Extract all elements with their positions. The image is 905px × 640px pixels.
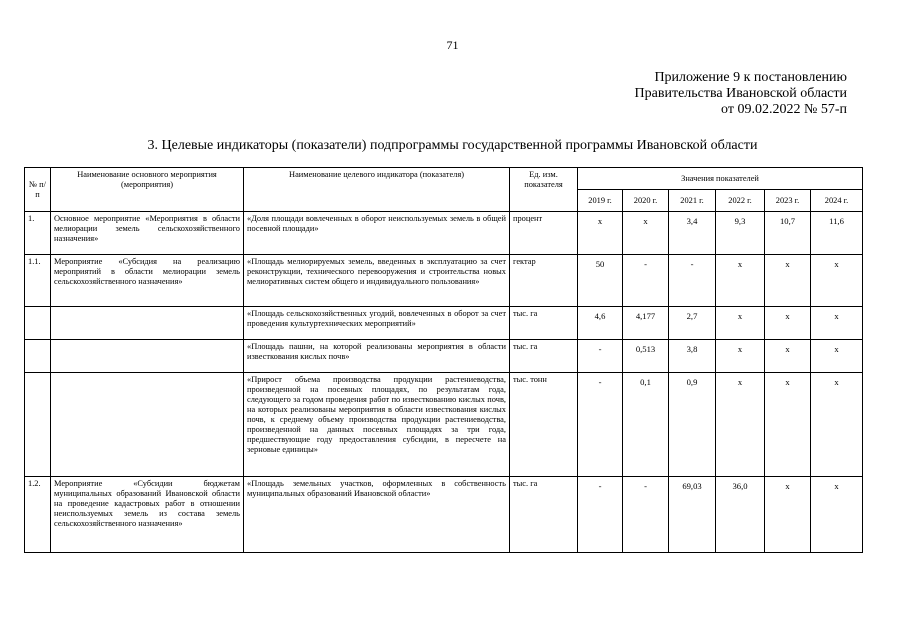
appendix-note [635, 70, 847, 118]
appendix-line-3: от 09.02.2022 № 57-п [721, 102, 847, 117]
appendix-line-2: Правительства Ивановской области [634, 86, 847, 101]
row-value: 50 [578, 255, 623, 307]
row-value: 3,8 [669, 340, 716, 373]
row-value: х [716, 307, 765, 340]
header-values-group: Значения показателей [578, 168, 863, 190]
appendix-line-1: Приложение 9 к постановлению [654, 70, 847, 85]
row-value: 0,1 [623, 373, 669, 477]
row-num [25, 373, 51, 477]
row-num: 1. [25, 212, 51, 255]
row-value: х [716, 255, 765, 307]
row-value: х [765, 255, 811, 307]
row-value: х [811, 477, 863, 553]
table-row [25, 307, 863, 340]
row-indicator: «Прирост объема производства продукции растениеводства, произведенной на посевных площадях, по результатам года, следующего за годом проведения работ по известкованию кислых почв, на которых реализованы мероприятия в области известкования кислых почв, к среднему объему производства продукции растениеводства, произведенной на данных посевных площадях за три года, предшествующие году предоставления субсидии, в пересчете на зерновые единицы» [244, 373, 510, 477]
header-year: 2024 г. [811, 190, 863, 212]
row-value: 0,513 [623, 340, 669, 373]
header-num: № п/п [25, 168, 51, 212]
row-value: - [578, 477, 623, 553]
page-number: 71 [446, 38, 459, 52]
row-value: - [669, 255, 716, 307]
row-event: Мероприятие «Субсидия на реализацию мероприятий в области мелиорации земель сельскохозяйственного назначения» [51, 255, 244, 307]
row-event: Основное мероприятие «Мероприятия в области мелиорации земель сельскохозяйственного назначения» [51, 212, 244, 255]
table-row [25, 255, 863, 307]
row-value: - [578, 373, 623, 477]
header-year: 2019 г. [578, 190, 623, 212]
row-value: 36,0 [716, 477, 765, 553]
row-value: х [765, 340, 811, 373]
row-value: - [623, 477, 669, 553]
row-value: х [765, 477, 811, 553]
row-event: Мероприятие «Субсидии бюджетам муниципальных образований Ивановской области на проведение кадастровых работ в отношении неиспользуемых земель из состава земель сельскохозяйственного назначения» [51, 477, 244, 553]
row-value: х [623, 212, 669, 255]
row-value: - [623, 255, 669, 307]
row-indicator: «Площадь земельных участков, оформленных в собственность муниципальных образований Ивановской области» [244, 477, 510, 553]
header-year: 2022 г. [716, 190, 765, 212]
row-indicator: «Площадь мелиорируемых земель, введенных в эксплуатацию за счет реконструкции, технического перевооружения и строительства новых мелиоративных систем общего и индивидуального пользования» [244, 255, 510, 307]
row-value: 4,177 [623, 307, 669, 340]
row-value: х [578, 212, 623, 255]
row-value: 9,3 [716, 212, 765, 255]
row-value: х [716, 373, 765, 477]
table-row [25, 373, 863, 477]
header-year: 2020 г. [623, 190, 669, 212]
row-value: х [811, 307, 863, 340]
row-event [51, 373, 244, 477]
row-value: х [811, 373, 863, 477]
row-indicator: «Доля площади вовлеченных в оборот неиспользуемых земель в общей посевной площади» [244, 212, 510, 255]
row-num: 1.2. [25, 477, 51, 553]
row-unit: процент [510, 212, 578, 255]
row-value: х [716, 340, 765, 373]
row-value: - [578, 340, 623, 373]
indicators-table [24, 167, 863, 553]
row-value: х [811, 255, 863, 307]
row-unit: тыс. га [510, 477, 578, 553]
row-value: 0,9 [669, 373, 716, 477]
header-unit: Ед. изм. показателя [510, 168, 578, 212]
row-value: 4,6 [578, 307, 623, 340]
row-value: 69,03 [669, 477, 716, 553]
header-event: Наименование основного мероприятия (мероприятия) [51, 168, 244, 212]
row-unit: тыс. га [510, 340, 578, 373]
row-value: х [765, 373, 811, 477]
row-num: 1.1. [25, 255, 51, 307]
row-value: 10,7 [765, 212, 811, 255]
row-unit: тыс. тонн [510, 373, 578, 477]
row-value: х [765, 307, 811, 340]
table-row [25, 340, 863, 373]
row-unit: гектар [510, 255, 578, 307]
header-year: 2021 г. [669, 190, 716, 212]
header-indicator: Наименование целевого индикатора (показателя) [244, 168, 510, 212]
row-indicator: «Площадь пашни, на которой реализованы мероприятия в области известкования кислых почв» [244, 340, 510, 373]
row-num [25, 340, 51, 373]
row-indicator: «Площадь сельскохозяйственных угодий, вовлеченных в оборот за счет проведения культуртехнических мероприятий» [244, 307, 510, 340]
row-num [25, 307, 51, 340]
row-value: 3,4 [669, 212, 716, 255]
table-row [25, 477, 863, 553]
header-year: 2023 г. [765, 190, 811, 212]
row-value: 2,7 [669, 307, 716, 340]
row-value: 11,6 [811, 212, 863, 255]
row-event [51, 340, 244, 373]
row-value: х [811, 340, 863, 373]
row-unit: тыс. га [510, 307, 578, 340]
row-event [51, 307, 244, 340]
table-row [25, 212, 863, 255]
document-title: 3. Целевые индикаторы (показатели) подпрограммы государственной программы Ивановской области [147, 138, 758, 153]
